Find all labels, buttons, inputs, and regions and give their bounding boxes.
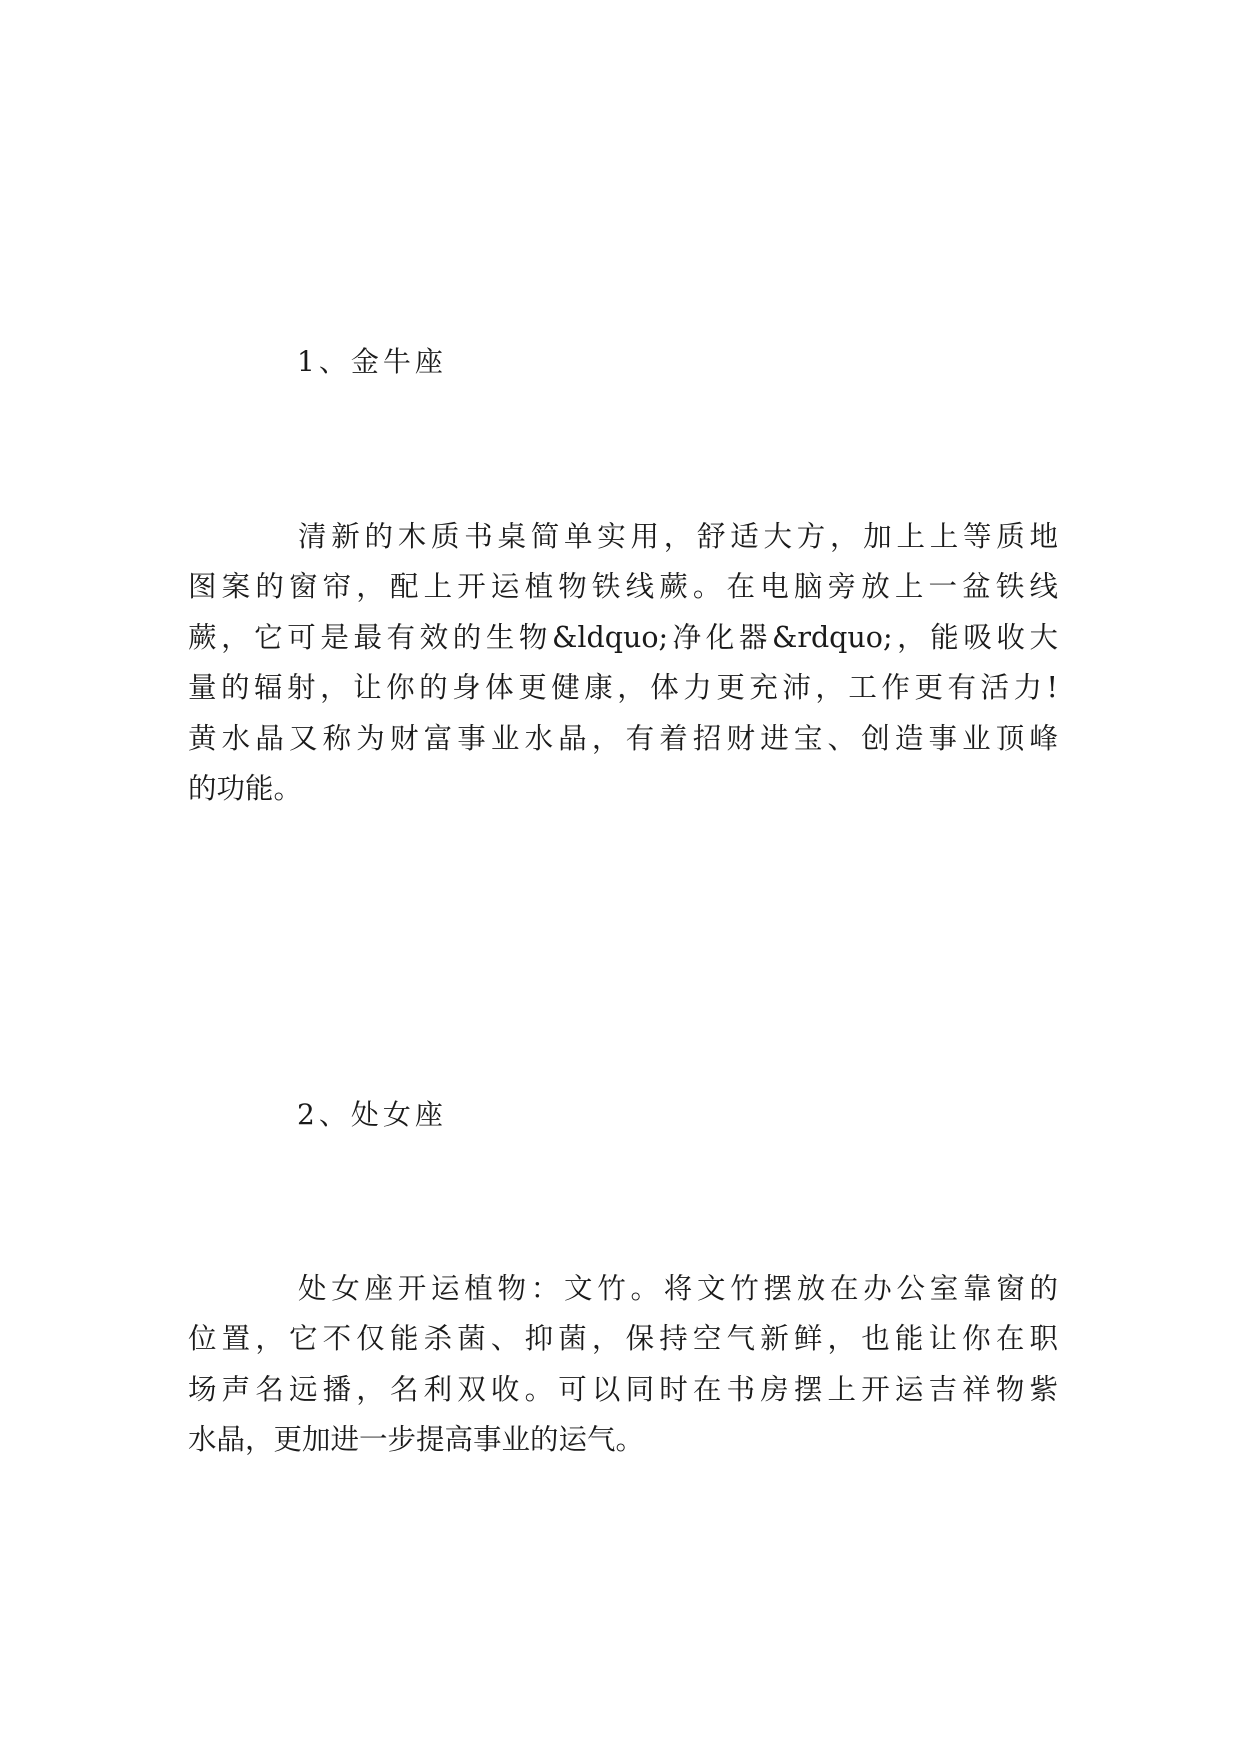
paragraph-line: 的功能。 xyxy=(188,772,303,806)
paragraph-line: 场声名远播，名利双收。可以同时在书房摆上开运吉祥物紫 xyxy=(188,1372,1058,1406)
paragraph-line: 位置，它不仅能杀菌、抑菌，保持空气新鲜，也能让你在职 xyxy=(188,1322,1058,1356)
paragraph-line: 量的辐射，让你的身体更健康，体力更充沛，工作更有活力! xyxy=(188,671,1058,705)
section-paragraph-virgo xyxy=(188,1264,1058,1466)
paragraph-line: 黄水晶又称为财富事业水晶，有着招财进宝、创造事业顶峰 xyxy=(188,721,1058,755)
paragraph-line: 蕨，它可是最有效的生物&ldquo;净化器&rdquo;，能吸收大 xyxy=(188,620,1058,654)
section-heading-taurus: 1、金牛座 xyxy=(297,345,447,378)
paragraph-line: 图案的窗帘，配上开运植物铁线蕨。在电脑旁放上一盆铁线 xyxy=(188,570,1058,604)
section-paragraph-taurus xyxy=(188,512,1058,814)
paragraph-line: 处女座开运植物：文竹。将文竹摆放在办公室靠窗的 xyxy=(298,1272,1058,1305)
section-heading-virgo: 2、处女座 xyxy=(297,1098,447,1131)
paragraph-line: 水晶，更加进一步提高事业的运气。 xyxy=(188,1423,645,1457)
paragraph-line: 清新的木质书桌简单实用，舒适大方，加上上等质地 xyxy=(298,520,1058,553)
